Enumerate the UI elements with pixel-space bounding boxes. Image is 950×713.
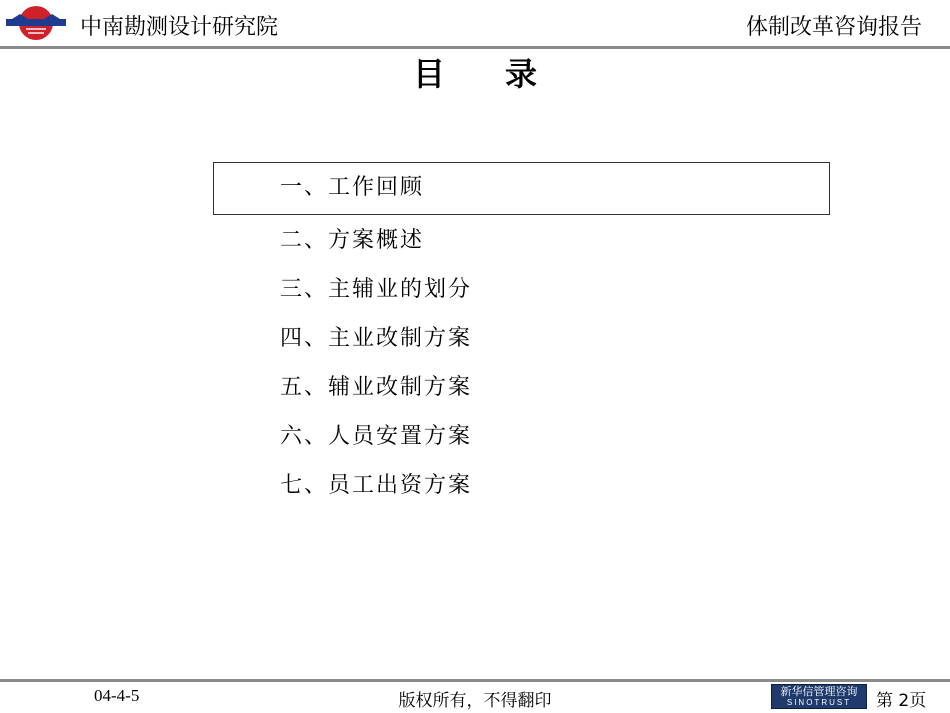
table-of-contents (280, 168, 472, 510)
toc-item-5: 五、辅业改制方案 (280, 375, 473, 400)
toc-item-2: 二、方案概述 (280, 228, 425, 253)
footer-copyright: 版权所有，不得翻印 (398, 691, 552, 711)
brand-name-cn: 新华信管理咨询 (780, 685, 858, 698)
organization-name: 中南勘测设计研究院 (80, 15, 279, 40)
toc-item-6: 六、人员安置方案 (280, 424, 473, 449)
sinotrust-logo (771, 684, 867, 709)
header-divider (0, 46, 950, 49)
page-title: 目录 (412, 55, 597, 93)
toc-item-3: 三、主辅业的划分 (280, 277, 473, 302)
footer-divider (0, 679, 950, 682)
page-number: 第 2页 (876, 691, 927, 711)
report-title: 体制改革咨询报告 (745, 15, 922, 40)
brand-name-en: SINOTRUST (786, 698, 852, 707)
toc-item-7: 七、员工出资方案 (280, 473, 473, 498)
toc-item-1: 一、工作回顾 (280, 175, 425, 200)
institute-logo (6, 4, 66, 42)
footer-date: 04-4-5 (94, 686, 140, 705)
institute-logo-icon (6, 4, 66, 42)
toc-item-4: 四、主业改制方案 (280, 326, 473, 351)
